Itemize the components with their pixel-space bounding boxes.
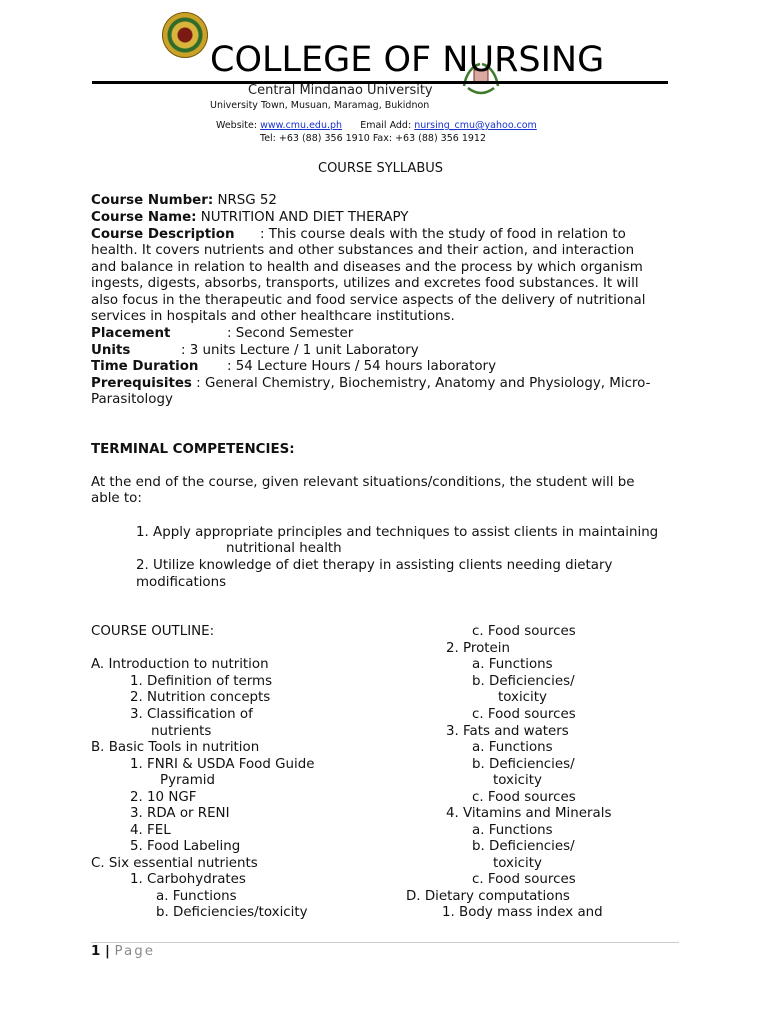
course-name-label: Course Name: [91,210,197,225]
outline-item: toxicity [493,773,542,788]
units-value: : 3 units Lecture / 1 unit Laboratory [181,343,419,358]
outline-item: b. Deficiencies/toxicity [156,905,308,920]
outline-item: 1. Definition of terms [130,674,273,689]
competency-item-cont: modifications [136,575,227,590]
email-link[interactable]: nursing_cmu@yahoo.com [414,120,537,131]
units-row [91,343,130,360]
time-duration-label: Time Duration [91,359,199,374]
outline-item: 4. FEL [130,823,171,838]
university-name: Central Mindanao University [248,83,433,98]
course-name-row [91,210,408,227]
contact-line [216,120,537,131]
outline-item: C. Six essential nutrients [91,856,258,871]
prerequisites-row [91,376,650,393]
outline-item: 3. Classification of [130,707,253,722]
competency-item: 1. Apply appropriate principles and techniques to assist clients in maintaining [136,525,659,540]
document-title: COURSE SYLLABUS [318,161,444,176]
prerequisites-label: Prerequisites [91,376,192,391]
outline-item: 4. Vitamins and Minerals [446,806,612,821]
outline-item: 2. Nutrition concepts [130,690,271,705]
outline-item: D. Dietary computations [406,889,570,904]
outline-item: toxicity [493,856,542,871]
course-description-row [91,227,626,244]
page-separator: | [100,944,115,959]
telephone-line: Tel: +63 (88) 356 1910 Fax: +63 (88) 356 1912 [260,133,487,144]
outline-item: 5. Food Labeling [130,839,241,854]
course-description-line: health. It covers nutrients and other substances and their action, and interaction [91,243,635,258]
outline-item: 1. Carbohydrates [130,872,246,887]
placement-label: Placement [91,326,171,341]
outline-item: B. Basic Tools in nutrition [91,740,260,755]
outline-item: a. Functions [156,889,237,904]
outline-item: c. Food sources [472,624,576,639]
course-description-line: services in hospitals and other healthcare institutions. [91,309,455,324]
website-link[interactable]: www.cmu.edu.ph [260,120,343,131]
course-number-label: Course Number: [91,193,214,208]
prerequisites-value-cont: Parasitology [91,392,173,407]
outline-item: toxicity [498,690,547,705]
course-description-line: and balance in relation to health and diseases and the process by which organism [91,260,643,275]
time-duration-value: : 54 Lecture Hours / 54 hours laboratory [227,359,496,374]
college-title: COLLEGE OF NURSING [210,40,605,80]
outline-item: a. Functions [472,740,553,755]
outline-item: c. Food sources [472,707,576,722]
outline-item: 2. Protein [446,641,510,656]
competencies-intro: At the end of the course, given relevant situations/conditions, the student will be [91,475,635,490]
course-description-label: Course Description [91,227,235,242]
outline-heading: COURSE OUTLINE: [91,624,215,639]
outline-item: 3. RDA or RENI [130,806,230,821]
outline-item: 1. Body mass index and [442,905,603,920]
placement-row [91,326,170,343]
course-description-line: : This course deals with the study of food in relation to [234,227,626,242]
outline-item: 2. 10 NGF [130,790,197,805]
course-description-line: ingests, digests, absorbs, transports, utilizes and excretes food substances. It will [91,276,639,291]
footer-divider [91,942,679,943]
competency-item: 2. Utilize knowledge of diet therapy in assisting clients needing dietary [136,558,613,573]
university-seal-icon [162,12,208,58]
units-label: Units [91,343,131,358]
course-name-value: NUTRITION AND DIET THERAPY [196,210,409,225]
competencies-intro-cont: able to: [91,491,142,506]
outline-item: a. Functions [472,823,553,838]
course-description-line: also focus in the therapeutic and food service aspects of the delivery of nutritional [91,293,646,308]
outline-item: 3. Fats and waters [446,724,569,739]
outline-item: b. Deficiencies/ [472,839,575,854]
website-label: Website: [216,120,258,131]
outline-item: nutrients [151,724,212,739]
course-number-row [91,193,277,210]
outline-item: b. Deficiencies/ [472,757,575,772]
email-label: Email Add: [360,120,412,131]
outline-item: c. Food sources [472,790,576,805]
prerequisites-value: : General Chemistry, Biochemistry, Anatomy and Physiology, Micro- [191,376,651,391]
outline-item: b. Deficiencies/ [472,674,575,689]
page-number: 1 [91,944,101,959]
competencies-heading: TERMINAL COMPETENCIES: [91,442,295,457]
university-address: University Town, Musuan, Maramag, Bukidnon [210,100,430,111]
outline-item: 1. FNRI & USDA Food Guide [130,757,315,772]
outline-item: c. Food sources [472,872,576,887]
outline-item: A. Introduction to nutrition [91,657,269,672]
outline-item: a. Functions [472,657,553,672]
outline-item: Pyramid [160,773,215,788]
course-number-value: NRSG 52 [213,193,277,208]
page-footer [91,944,155,959]
competency-item-cont: nutritional health [226,541,342,556]
time-duration-row [91,359,198,376]
page-label: Page [114,944,155,959]
placement-value: : Second Semester [227,326,354,341]
